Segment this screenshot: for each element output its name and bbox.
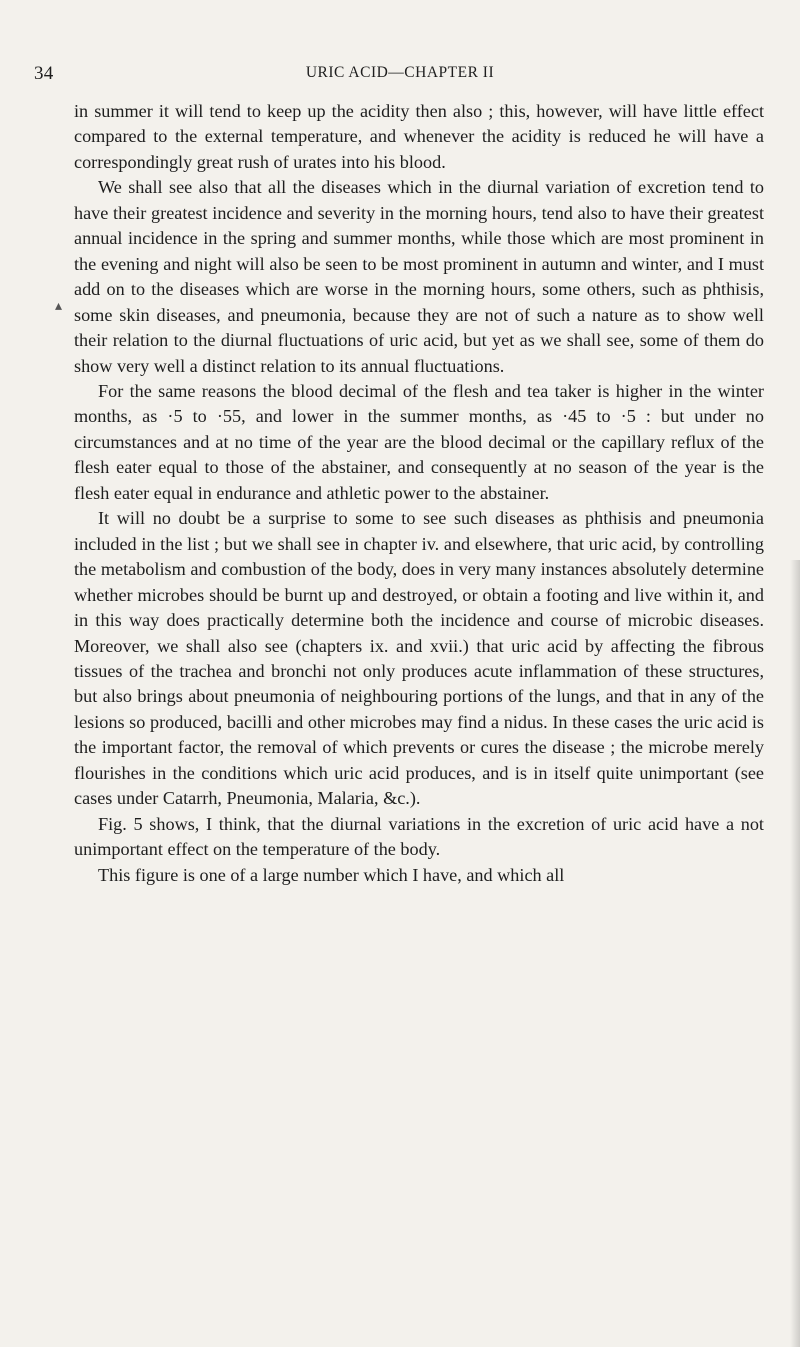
paragraph-blood-decimal: For the same reasons the blood decimal of the flesh and tea taker is higher in the winter months, as ·5 to ·55, and lower in the summer months, as ·45 to ·5 : but under no circumstances and at no time of the year are the blood decimal or the capillary reflux of the flesh eater equal to those of the abstainer, and consequently at no season of the year is the flesh eater equal in endurance and athletic power to the abstainer. [74, 380, 764, 503]
margin-mark: ▴ [55, 299, 63, 314]
paragraph-figure-continued: This figure is one of a large number which I have, and which all [98, 864, 565, 885]
paragraph-continued: in summer it will tend to keep up the acidity then also ; this, however, will have little effect compared to the external temperature, and whenever the acidity is reduced he will have a correspondingly great rush of urates into his blood. [74, 101, 764, 172]
body-text [74, 99, 764, 888]
paragraph-diseases-incidence: We shall see also that all the diseases which in the diurnal variation of excretion tend to have their greatest incidence and severity in the morning hours, tend also to have their greatest annual incidence in the spring and summer months, while those which are most prominent in the evening and night will also be seen to be most prominent in autumn and winter, and I must add on to the diseases which are worse in the morning hours, some others, such as phthisis, some skin diseases, and pneumonia, because they are not of such a nature as to show well their relation to the diurnal fluctuations of uric acid, but yet as we shall see, some of them do show very well a distinct relation to its annual fluctuations. [74, 177, 764, 376]
page-header [0, 63, 800, 87]
paragraph-phthisis-pneumonia: It will no doubt be a surprise to some to see such diseases as phthisis and pneumonia included in the list ; but we shall see in chapter iv. and elsewhere, that uric acid, by controlling the metabolism and combustion of the body, does in very many instances absolutely determine whether microbes should be burnt up and destroyed, or obtain a footing and live within it, and in this way does practically determine both the incidence and course of microbic diseases. Moreover, we shall also see (chapters ix. and xvii.) that uric acid by affecting the fibrous tissues of the trachea and bronchi not only produces acute inflammation of these structures, but also brings about pneumonia of neighbouring portions of the lungs, and that in any of the lesions so produced, bacilli and other microbes may find a nidus. In these cases the uric acid is the important factor, the removal of which prevents or cures the disease ; the microbe merely flourishes in the conditions which uric acid produces, and is in itself quite unimportant (see cases under Catarrh, Pneumonia, Malaria, &c.). [74, 508, 764, 809]
running-head: URIC ACID—CHAPTER II [305, 64, 495, 81]
page-number: 34 [34, 63, 54, 84]
paragraph-fig-5: Fig. 5 shows, I think, that the diurnal variations in the excretion of uric acid have a not unimportant effect on the temperature of the body. [74, 813, 764, 860]
page-edge-shadow [790, 560, 800, 1347]
